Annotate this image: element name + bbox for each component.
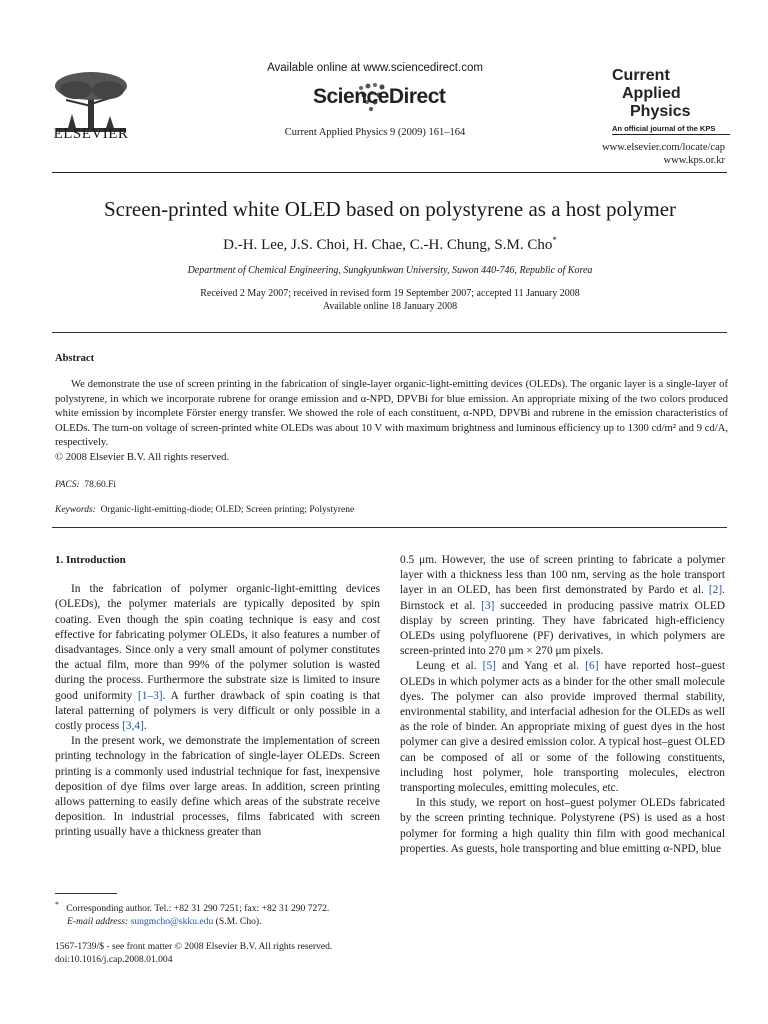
intro-paragraph-3 xyxy=(400,553,725,659)
header-divider xyxy=(52,172,727,173)
publication-info xyxy=(55,941,385,966)
journal-tagline: An official journal of the KPS xyxy=(612,124,730,135)
intro-paragraph-5: In this study, we report on host–guest polymer OLEDs fabricated by the screen printing technique. Polystyrene (PS) is used as a host polymer for forming a high quality thin film with good mechanical properties. As guests, hole transporting and blue emitting α-NPD, blue xyxy=(400,797,725,855)
authors-text: D.-H. Lee, J.S. Choi, H. Chae, C.-H. Chung, S.M. Cho xyxy=(223,237,553,253)
journal-logo-line-3: Physics xyxy=(630,103,691,120)
pacs-label: PACS: xyxy=(55,480,80,490)
affiliation: Department of Chemical Engineering, Sungkyunkwan University, Suwon 440-746, Republic of Korea xyxy=(187,265,593,276)
intro-p1-text-a: In the fabrication of polymer organic-light-emitting devices (OLEDs), the polymer materials are typically deposited by spin coating. Even though the spin coating technique is easy and cost effective for fabricating polymer OLEDs, it also features a number of disadvantages. Since only a very small amount of polymer constitutes the actual film, more than 99% of the polymer solution is wasted during the process. Furthermore the substrate size is limited to insure good uniformity xyxy=(55,583,380,702)
intro-paragraph-4 xyxy=(400,659,725,796)
abstract-copyright: © 2008 Elsevier B.V. All rights reserved. xyxy=(55,451,230,463)
publisher-name: ELSEVIER xyxy=(53,126,129,142)
intro-r1-text-c: succeeded in producing passive matrix OLED display by screen printing. They have fabricated high-efficiency OLEDs using polyfluorene (PF) derivatives, in which polymers are screen-printed into 270 μm × 270 μm pixels. xyxy=(400,599,725,658)
intro-p1-text-b: . A further drawback of spin coating is that lateral patterning of polymers is very difficult or only possible in a costly process xyxy=(55,689,381,733)
reference-link-6[interactable]: [6] xyxy=(585,660,599,673)
available-date: Available online 18 January 2008 xyxy=(322,301,458,312)
intro-r2-text-c: have reported host–guest OLEDs in which polymer acts as a binder for the other small molecule dyes. The polymer can also provide improved thermal stability, environmental stability, and interfacial adhesion for the OLEDs as well as the role of binder. An appropriate mixing of guest dyes in the host polymer can give a desired emission color. A typical host–guest OLED can be composed of all or some of the following constituents, including host polymer, hole transporting molecules, electron transporting molecules, emitting molecules, etc. xyxy=(400,660,725,795)
abstract-top-divider xyxy=(52,332,727,333)
corresponding-author-footnote xyxy=(55,899,385,916)
footnote-divider xyxy=(55,893,117,894)
intro-r1-text-b: . Birnstock et al. xyxy=(400,584,725,612)
abstract-heading: Abstract xyxy=(55,353,95,364)
section-heading-introduction: 1. Introduction xyxy=(55,554,126,566)
email-link[interactable]: sungmcho@skku.edu xyxy=(130,915,214,927)
journal-logo-line-1: Current xyxy=(612,67,670,84)
abstract-bottom-divider xyxy=(52,527,727,528)
corresponding-author-text: Corresponding author. Tel.: +82 31 290 7251; fax: +82 31 290 7272. xyxy=(66,903,330,915)
doi-line[interactable]: doi:10.1016/j.cap.2008.01.004 xyxy=(55,953,173,965)
left-column xyxy=(55,553,380,841)
intro-p1-text-c: . xyxy=(143,720,147,733)
reference-link-1-3[interactable]: [1–3] xyxy=(137,689,163,702)
author-list xyxy=(40,235,740,254)
footnote-mark: * xyxy=(55,900,59,909)
article-title: Screen-printed white OLED based on polystyrene as a host polymer xyxy=(103,197,677,221)
journal-logo-line-2: Applied xyxy=(622,85,681,102)
intro-paragraph-2: In the present work, we demonstrate the implementation of screen printing technology in the fabrication of single-layer OLEDs. Screen printing is a commonly used industrial technique for fast, inexpensive deposition of dye films over large areas. In addition, screen printing allows patterning to easily define which areas of the substrate receive deposition. In industrial processes, films fabricated with screen printing usually have a thickness greater than xyxy=(55,735,380,839)
intro-r2-text-b: and Yang et al. xyxy=(495,660,586,673)
sciencedirect-logo[interactable]: ScienceDirect xyxy=(313,85,446,108)
keywords-label: Keywords: xyxy=(55,505,96,515)
journal-logo xyxy=(612,67,722,121)
email-line xyxy=(55,916,385,929)
kps-url-link[interactable]: www.kps.or.kr xyxy=(663,155,725,166)
keywords-line xyxy=(55,505,354,515)
abstract-text: We demonstrate the use of screen printing in the fabrication of single-layer organic-light-emitting devices (OLEDs). The organic layer is a single-layer of polystyrene, in which we incorporate rubrene for orange emission and α-NPD, DPVBi for blue emission. An appropriate mixing of the two colors produced white emission by incomplete Förster energy transfer. We showed the role of each constituent, α-NPD, DPVBi and rubrene in the emission characteristics of OLEDs. The turn-on voltage of screen-printed white OLEDs was about 10 V with maximum brightness and luminous efficiency up to 1300 cd/m² and 9 cd/A, respectively. xyxy=(55,379,728,448)
pacs-value: 78.60.Fi xyxy=(84,480,117,490)
keywords-value: Organic-light-emitting-diode; OLED; Screen printing; Polystyrene xyxy=(100,505,355,515)
journal-citation: Current Applied Physics 9 (2009) 161–164 xyxy=(284,127,466,138)
intro-r1-text-a: 0.5 μm. However, the use of screen printing to fabricate a polymer layer with a thickness less than 100 nm, serving as the hole transport layer in an OLED, has been first demonstrated by Pardo et al. xyxy=(400,554,725,597)
reference-link-3[interactable]: [3] xyxy=(481,599,495,612)
email-suffix: (S.M. Cho). xyxy=(213,915,262,927)
footnote xyxy=(55,899,385,928)
journal-urls xyxy=(560,141,725,167)
corresponding-author-mark[interactable]: * xyxy=(552,235,557,245)
abstract-body xyxy=(55,378,728,465)
reference-link-3-4[interactable]: [3,4] xyxy=(122,720,144,733)
issn-line: 1567-1739/$ - see front matter © 2008 Elsevier B.V. All rights reserved. xyxy=(55,941,333,952)
pacs-line xyxy=(55,480,116,490)
article-dates xyxy=(40,287,740,313)
available-online-text[interactable]: Available online at www.sciencedirect.com xyxy=(267,62,483,74)
right-column xyxy=(400,553,725,857)
reference-link-5[interactable]: [5] xyxy=(482,660,496,673)
intro-r2-text-a: Leung et al. xyxy=(416,660,483,673)
received-dates: Received 2 May 2007; received in revised form 19 September 2007; accepted 11 January 2008 xyxy=(200,288,580,299)
reference-link-2[interactable]: [2] xyxy=(708,584,723,597)
intro-paragraph-1 xyxy=(55,582,380,734)
elsevier-url-link[interactable]: www.elsevier.com/locate/cap xyxy=(602,142,725,153)
email-label: E-mail address: xyxy=(67,915,129,927)
